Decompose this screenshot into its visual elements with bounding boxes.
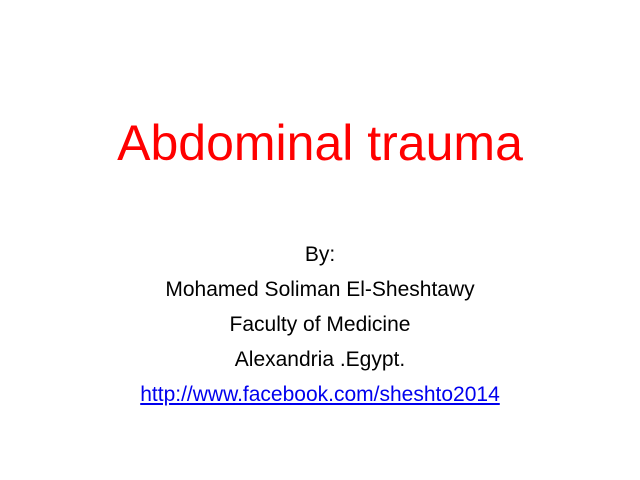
slide-subtitle (0, 237, 640, 412)
link-line (0, 377, 640, 412)
location-text: Alexandria .Egypt. (234, 348, 406, 371)
author-name: Mohamed Soliman El-Sheshtawy (165, 278, 475, 301)
faculty-name: Faculty of Medicine (229, 313, 411, 336)
by-label: By: (304, 243, 336, 266)
facebook-link[interactable]: http://www.facebook.com/sheshto2014 (140, 383, 500, 406)
slide-title: Abdominal trauma (117, 115, 523, 171)
